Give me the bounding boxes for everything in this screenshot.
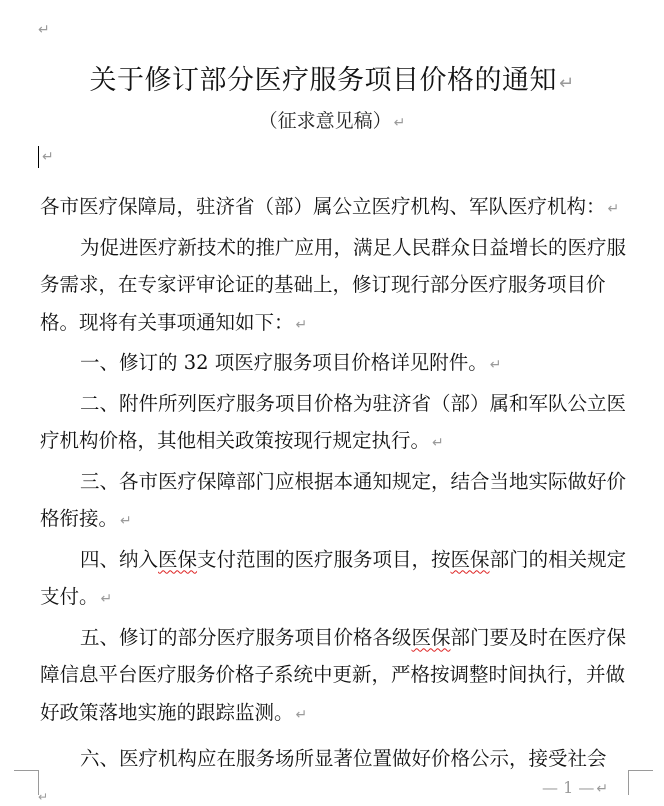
paragraph-item-6 bbox=[40, 740, 634, 778]
paragraph-mark-icon: ↵ bbox=[295, 706, 308, 723]
text-run: 部门的相关规定支付。 bbox=[40, 547, 627, 608]
paragraph-item-6-text: 六、医疗机构应在服务场所显著位置做好价格公示，接受社会 bbox=[80, 747, 607, 770]
spelling-flagged-word[interactable]: 医保 bbox=[450, 547, 490, 571]
paragraph-mark-icon: ↵ bbox=[596, 781, 609, 797]
margin-corner-mark bbox=[628, 770, 653, 795]
paragraph-item-2-text: 二、附件所列医疗服务项目价格为驻济省（部）属和军队公立医疗机构价格，其他相关政策按现行规定执行。 bbox=[40, 391, 627, 452]
text-cursor bbox=[38, 146, 39, 168]
document-subtitle bbox=[0, 106, 664, 133]
spelling-flagged-word[interactable]: 医保 bbox=[158, 547, 198, 571]
spelling-flagged-word[interactable]: 医保 bbox=[411, 625, 451, 649]
paragraph-mark-icon: ↵ bbox=[558, 73, 575, 94]
text-run: 四、纳入 bbox=[80, 547, 159, 571]
title-text: 关于修订部分医疗服务项目价格的通知 bbox=[89, 65, 557, 96]
paragraph-item-2 bbox=[40, 385, 634, 463]
paragraph-mark-icon: ↵ bbox=[393, 115, 406, 131]
paragraph-mark-icon: ↵ bbox=[295, 316, 308, 333]
page-number bbox=[542, 778, 608, 797]
empty-paragraph[interactable] bbox=[38, 145, 54, 169]
document-body[interactable] bbox=[40, 188, 634, 778]
paragraph-mark-icon: ↵ bbox=[432, 435, 444, 451]
margin-corner-mark bbox=[14, 770, 39, 795]
paragraph-mark-icon: ↵ bbox=[38, 22, 50, 38]
salutation bbox=[40, 188, 634, 229]
document-title bbox=[0, 58, 664, 97]
paragraph-mark-icon: ↵ bbox=[100, 591, 113, 607]
paragraph-mark-icon: ↵ bbox=[489, 357, 502, 373]
paragraph-intro-text: 为促进医疗新技术的推广应用，满足人民群众日益增长的医疗服务需求，在专家评审论证的基础上，修订现行部分医疗服务项目价格。现将有关事项通知如下： bbox=[40, 235, 627, 334]
text-run: 部门要及时在医疗保障信息平台医疗服务价格子系统中更新，严格按调整时间执行，并做好政策落地实施的跟踪监测。 bbox=[40, 625, 627, 724]
paragraph-item-4 bbox=[40, 541, 634, 619]
paragraph-item-3-text: 三、各市医疗保障部门应根据本通知规定，结合当地实际做好价格衔接。 bbox=[40, 469, 627, 530]
salutation-text: 各市医疗保障局，驻济省（部）属公立医疗机构、军队医疗机构： bbox=[40, 195, 606, 218]
paragraph-mark-icon: ↵ bbox=[42, 149, 54, 165]
paragraph-intro bbox=[40, 229, 634, 345]
page-number-text: — 1 — bbox=[542, 778, 595, 797]
paragraph-item-1-text: 一、修订的 32 项医疗服务项目价格详见附件。 bbox=[80, 351, 488, 374]
text-run: 五、修订的部分医疗服务项目价格各级 bbox=[80, 625, 412, 649]
paragraph-mark-icon: ↵ bbox=[120, 513, 132, 529]
subtitle-text: （征求意见稿） bbox=[258, 110, 392, 132]
paragraph-mark-icon: ↵ bbox=[607, 201, 620, 217]
paragraph-item-5 bbox=[40, 619, 634, 735]
paragraph-mark-icon: ↵ bbox=[38, 790, 49, 804]
text-run: 支付范围的医疗服务项目，按 bbox=[197, 547, 451, 571]
paragraph-item-3 bbox=[40, 463, 634, 541]
paragraph-item-1 bbox=[40, 344, 634, 385]
